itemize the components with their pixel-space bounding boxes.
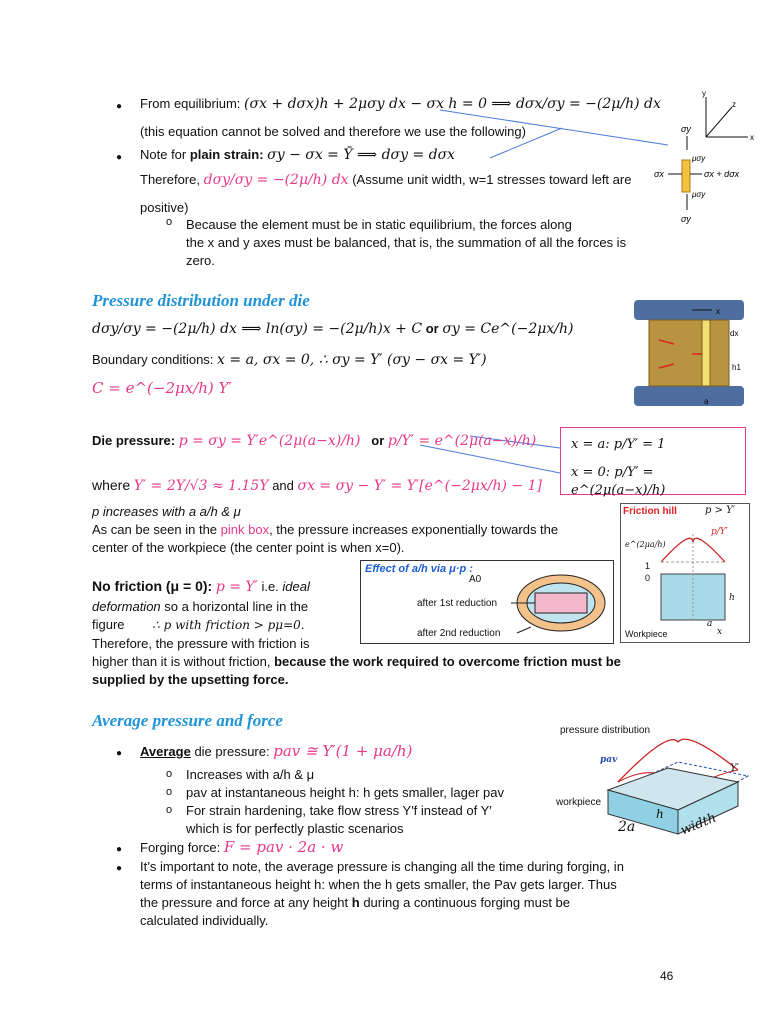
sub-bullet: o (166, 768, 173, 780)
page-number: 46 (660, 969, 674, 983)
static-eq-1: Because the element must be in static equilibrium, the forces along (186, 217, 572, 232)
heading-pressure-distribution: Pressure distribution under die (92, 291, 310, 310)
static-eq-2: the x and y axes must be balanced, that is, the summation of all the forces is (186, 235, 627, 250)
pd-2a: 2a (618, 819, 636, 835)
bullet: ● (116, 748, 123, 759)
pink-box-line-2: x = 0: p/Y′ = e^(2μ(a−x)/h) (571, 465, 666, 498)
pink-box-line-1: x = a: p/Y′ = 1 (571, 437, 666, 452)
pd-title: pressure distribution (560, 725, 651, 736)
static-eq-3: zero. (186, 253, 215, 268)
bullet: ● (116, 844, 123, 855)
sub-bullet: o (166, 804, 173, 816)
mu-bottom: μσy (692, 190, 706, 199)
hill-x: x (717, 627, 723, 637)
sigma-x-right: σx + dσx (704, 169, 740, 179)
therefore-line: Therefore, dσy/σy = −(2μ/h) dx (Assume unit width, w=1 stresses toward left are (140, 172, 632, 188)
hill-one: 1 (645, 561, 651, 571)
effect-2nd: after 2nd reduction (417, 628, 501, 639)
sub-bullet: o (166, 216, 173, 228)
avg-sub-3: For strain hardening, take flow stress Y′f instead of Y′ (186, 803, 492, 818)
figure-line: figure ∴ p with friction > pμ=0. (92, 617, 305, 632)
ln-equation-line: dσy/σy = −(2μ/h) dx ⟹ ln(σy) = −(2μ/h)x + C or σy = Ce^(−2μx/h) (92, 321, 574, 337)
friction-hill-figure (620, 503, 750, 643)
die-h1-label: h1 (732, 363, 741, 372)
hill-a: a (707, 619, 713, 629)
axis-z-label: z (732, 100, 736, 109)
boundary-line: Boundary conditions: x = a, σx = 0, ∴ σy = Y′ (σy − σx = Y′) (92, 352, 487, 368)
sigma-y-bottom: σy (681, 214, 691, 224)
die-pressure-line: Die pressure: p = σy = Y′e^(2μ(a−x)/h) or p/Y′ = e^(2μ(a−x)/h) (92, 433, 537, 449)
axis-x-label: x (750, 133, 754, 142)
die-a-label: a (704, 397, 709, 406)
sigma-x-left: σx (654, 169, 664, 179)
die-figure (634, 300, 750, 412)
hill-py: p/Y′ (711, 527, 728, 537)
hill-h: h (729, 593, 735, 603)
sub-bullet: o (166, 786, 173, 798)
hill-cond: p > Y′ (705, 505, 736, 516)
hill-workpiece: Workpiece (625, 629, 668, 639)
plain-strain-line: Note for plain strain: σy − σx = Ȳ ⟹ dσy = dσx (140, 147, 456, 163)
note-3: the pressure and force at any height h during a continuous forging must be (140, 895, 571, 910)
note-4: calculated individually. (140, 913, 269, 928)
pink-box (560, 427, 746, 498)
c-equation: C = e^(−2μx/h) Y′ (92, 379, 232, 397)
effect-figure (360, 560, 614, 644)
pd-y: Y′ (730, 763, 739, 774)
no-friction-line: No friction (μ = 0): p = Y′ i.e. ideal (92, 578, 310, 595)
pink-box-para-1: As can be seen in the pink box, the pressure increases exponentially towards the (92, 522, 559, 537)
die-x-label: x (716, 307, 720, 316)
bullet: ● (116, 863, 123, 874)
deformation-line: deformation so a horizontal line in the (92, 599, 309, 614)
equilibrium-note: (this equation cannot be solved and therefore we use the following) (140, 124, 526, 139)
hill-title: Friction hill (623, 506, 677, 517)
mu-top: μσy (692, 154, 706, 163)
forging-force-line: Forging force: F = pav · 2a · w (140, 838, 344, 856)
bullet: ● (116, 152, 123, 163)
effect-title: Effect of a/h via μ·p : (365, 563, 473, 575)
workpiece (649, 320, 729, 386)
pressure-distribution-figure (548, 720, 758, 840)
plain-strain-equation: σy − σx = Ȳ ⟹ dσy = dσx (267, 147, 456, 163)
pink-box-para-2: center of the workpiece (the center point is when x=0). (92, 540, 405, 555)
avg-sub-2: pav at instantaneous height h: h gets smaller, lager pav (186, 785, 504, 800)
upper-die (634, 300, 744, 320)
equilibrium-line: From equilibrium: (σx + dσx)h + 2μσy dx − σx h = 0 ⟹ dσx/σy = −(2μ/h) dx (140, 96, 661, 112)
hill-zero: 0 (645, 573, 651, 583)
therefore-friction-3: supplied by the upsetting force. (92, 672, 289, 687)
note-1: It’s important to note, the average pressure is changing all the time during forging, in (140, 859, 624, 874)
therefore-note-2: positive) (140, 200, 189, 215)
sigma-y-top: σy (681, 124, 691, 134)
pd-width: width (678, 810, 719, 839)
avg-sub-1: Increases with a/h & μ (186, 767, 315, 782)
therefore-friction-1: Therefore, the pressure with friction is (92, 636, 310, 651)
where-line: where Y′ = 2Y/√3 ≈ 1.15Y and σx = σy − Y′ = Y′[e^(−2μx/h) − 1] (92, 477, 542, 494)
bullet: ● (116, 101, 123, 112)
lower-die (634, 386, 744, 406)
axis-y-label: y (702, 89, 706, 98)
average-line: Average die pressure: pav ≅ Y′(1 + μa/h) (140, 742, 413, 760)
note-2: terms of instantaneous height h: when the h gets smaller, the Pav gets larger. Thus (140, 877, 617, 892)
avg-sub-3b: which is for perfectly plastic scenarios (186, 821, 404, 836)
heading-average-pressure: Average pressure and force (92, 711, 283, 730)
pd-workpiece: workpiece (556, 797, 602, 808)
effect-a0: A0 (469, 574, 482, 585)
die-dx-label: dx (730, 329, 739, 338)
therefore-friction-2: higher than it is without friction, because the work required to overcome friction must be (92, 654, 621, 669)
equilibrium-equation: (σx + dσx)h + 2μσy dx − σx h = 0 ⟹ dσx/σy = −(2μ/h) dx (244, 96, 661, 112)
pd-pav: pav (600, 755, 618, 765)
p-increases: p increases with a a/h & μ (92, 504, 241, 519)
hill-e: e^(2μa/h) (625, 540, 666, 549)
therefore-equation: dσy/σy = −(2μ/h) dx (203, 172, 349, 188)
effect-1st: after 1st reduction (417, 598, 498, 609)
pd-h: h (656, 807, 664, 821)
